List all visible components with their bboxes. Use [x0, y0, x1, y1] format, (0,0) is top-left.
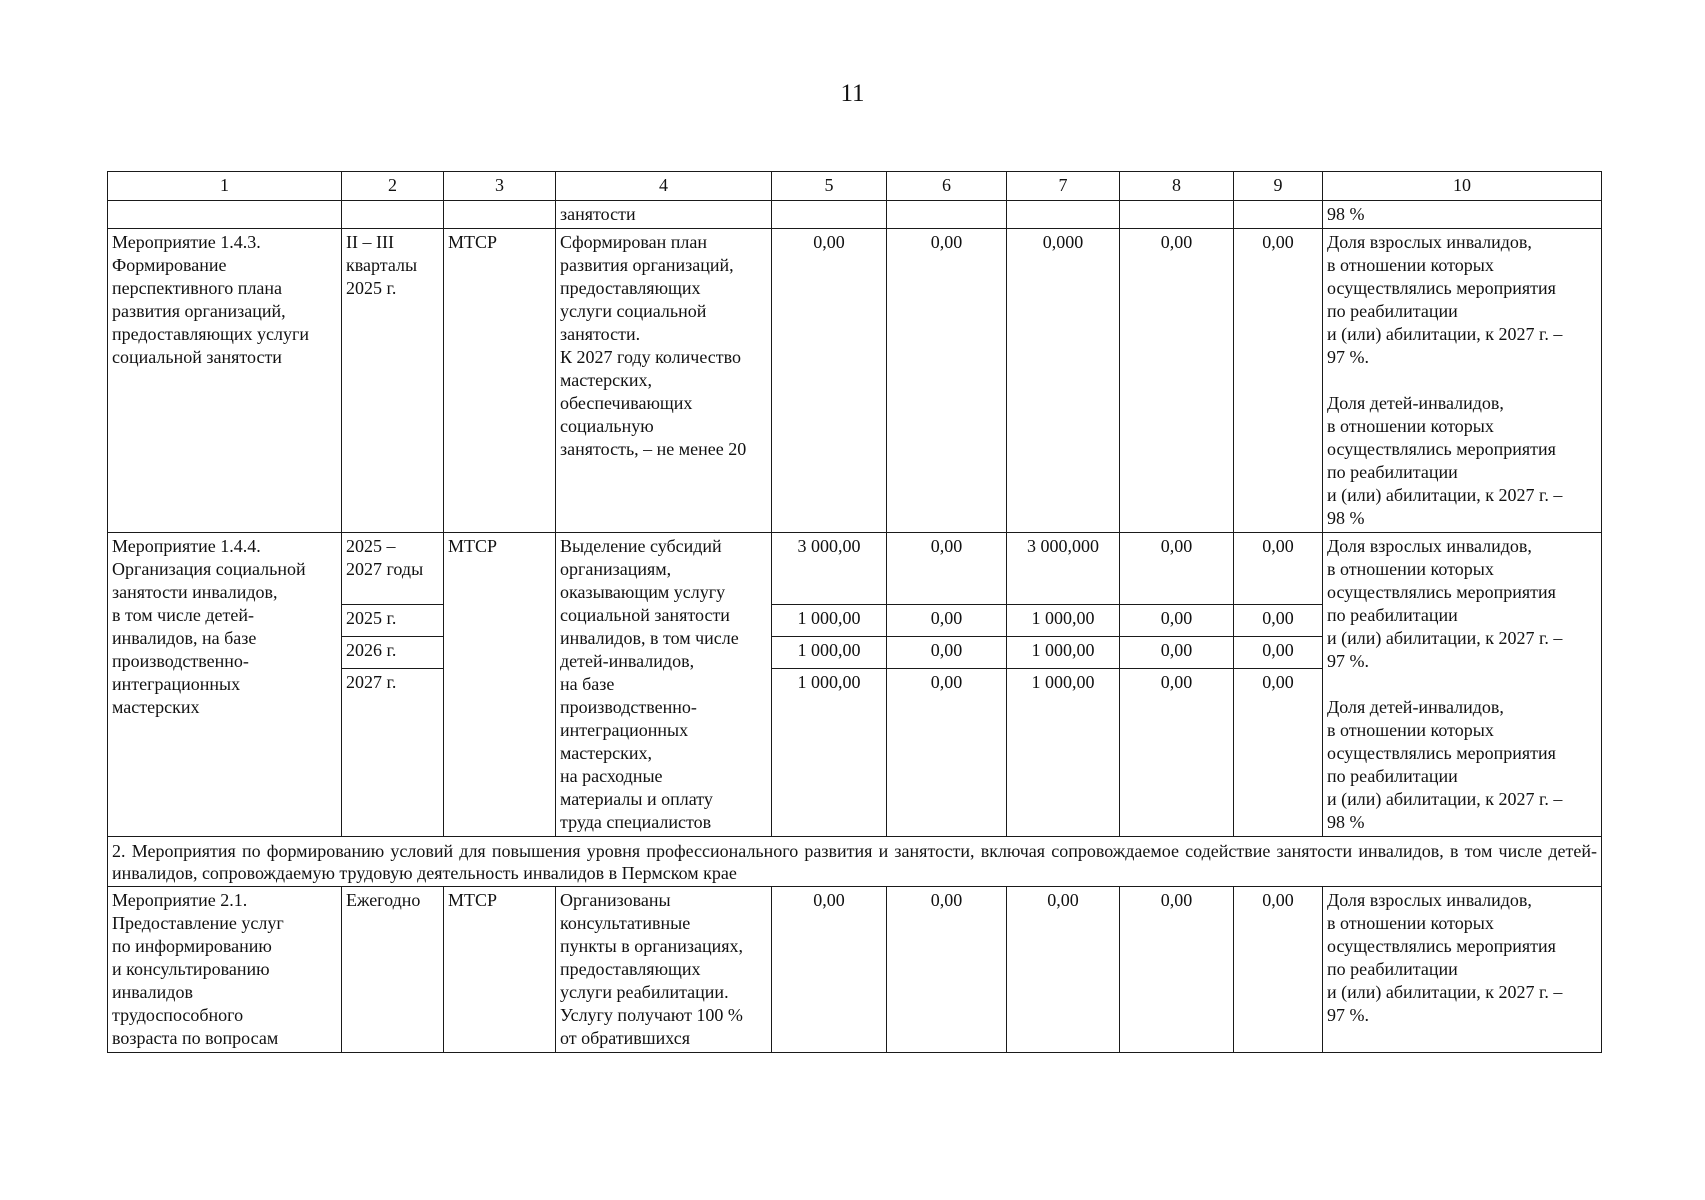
activity-name: Мероприятие 1.4.4. Организация социальной занятости инвалидов, в том числе детей- инвалидов, на базе производственно- интеграционных мастерских	[108, 533, 342, 837]
funding-value: 0,00	[1120, 229, 1234, 533]
page-number: 11	[840, 80, 865, 107]
funding-value: 0,00	[1234, 637, 1323, 669]
table-row-1-4-3	[108, 229, 1602, 533]
funding-value: 0,00	[772, 887, 887, 1053]
year-period: 2025 г.	[342, 605, 444, 637]
header-cell: 7	[1007, 172, 1120, 201]
header-row	[108, 172, 1602, 201]
funding-value: 0,00	[1007, 887, 1120, 1053]
continuation-indicator: 98 %	[1323, 201, 1602, 229]
funding-value: 0,00	[887, 669, 1007, 837]
funding-value: 1 000,00	[1007, 605, 1120, 637]
continuation-text: занятости	[556, 201, 772, 229]
table-row-1-4-4	[108, 533, 1602, 605]
section-heading: 2. Мероприятия по формированию условий для повышения уровня профессионального развития и занятости, включая сопровождаемое содействие занятости инвалидов, в том числе детей-инвалидов, сопровождаемую трудовую деятельность инвалидов в Пермском крае	[108, 837, 1602, 887]
funding-value: 1 000,00	[772, 637, 887, 669]
funding-value: 0,00	[1234, 605, 1323, 637]
year-period: 2027 г.	[342, 669, 444, 837]
activity-indicators: Доля взрослых инвалидов, в отношении которых осуществлялись мероприятия по реабилитации и (или) абилитации, к 2027 г. – 97 %. Доля детей-инвалидов, в отношении которых осуществлялись мероприятия по реабилитации и (или) абилитации, к 2027 г. – 98 %	[1323, 533, 1602, 837]
program-table	[107, 171, 1602, 1053]
funding-value: 0,00	[1120, 669, 1234, 837]
activity-period: 2025 – 2027 годы	[342, 533, 444, 605]
funding-value: 0,00	[887, 637, 1007, 669]
funding-value: 0,00	[887, 533, 1007, 605]
funding-value: 3 000,00	[772, 533, 887, 605]
funding-value: 0,00	[1120, 887, 1234, 1053]
continuation-row	[108, 201, 1602, 229]
funding-value: 0,00	[887, 229, 1007, 533]
table-row-2-1	[108, 887, 1602, 1053]
activity-indicators: Доля взрослых инвалидов, в отношении которых осуществлялись мероприятия по реабилитации и (или) абилитации, к 2027 г. – 97 %. Доля детей-инвалидов, в отношении которых осуществлялись мероприятия по реабилитации и (или) абилитации, к 2027 г. – 98 %	[1323, 229, 1602, 533]
header-cell: 8	[1120, 172, 1234, 201]
funding-value: 1 000,00	[772, 669, 887, 837]
funding-value: 0,00	[772, 229, 887, 533]
activity-name: Мероприятие 2.1. Предоставление услуг по информированию и консультированию инвалидов трудоспособного возраста по вопросам	[108, 887, 342, 1053]
activity-period: II – III кварталы 2025 г.	[342, 229, 444, 533]
header-cell: 9	[1234, 172, 1323, 201]
header-cell: 4	[556, 172, 772, 201]
header-cell: 1	[108, 172, 342, 201]
activity-result: Организованы консультативные пункты в организациях, предоставляющих услуги реабилитации. Услугу получают 100 % от обратившихся	[556, 887, 772, 1053]
header-cell: 10	[1323, 172, 1602, 201]
funding-value: 0,00	[1120, 605, 1234, 637]
funding-value: 1 000,00	[1007, 669, 1120, 837]
funding-value: 0,00	[887, 605, 1007, 637]
funding-value: 1 000,00	[772, 605, 887, 637]
activity-result: Сформирован план развития организаций, предоставляющих услуги социальной занятости. К 2027 году количество мастерских, обеспечивающих социальную занятость, – не менее 20	[556, 229, 772, 533]
activity-executor: МТСР	[444, 533, 556, 837]
funding-value: 0,00	[887, 887, 1007, 1053]
header-cell: 2	[342, 172, 444, 201]
header-cell: 5	[772, 172, 887, 201]
funding-value: 0,00	[1234, 887, 1323, 1053]
activity-result: Выделение субсидий организациям, оказывающим услугу социальной занятости инвалидов, в том числе детей-инвалидов, на базе производственно- интеграционных мастерских, на расходные материалы и оплату труда специалистов	[556, 533, 772, 837]
funding-value: 0,00	[1234, 669, 1323, 837]
funding-value: 0,000	[1007, 229, 1120, 533]
funding-value: 0,00	[1234, 229, 1323, 533]
activity-period: Ежегодно	[342, 887, 444, 1053]
section-2-row	[108, 837, 1602, 887]
header-cell: 3	[444, 172, 556, 201]
funding-value: 0,00	[1120, 533, 1234, 605]
year-period: 2026 г.	[342, 637, 444, 669]
header-cell: 6	[887, 172, 1007, 201]
funding-value: 0,00	[1234, 533, 1323, 605]
activity-executor: МТСР	[444, 229, 556, 533]
activity-name: Мероприятие 1.4.3. Формирование перспективного плана развития организаций, предоставляющих услуги социальной занятости	[108, 229, 342, 533]
funding-value: 1 000,00	[1007, 637, 1120, 669]
funding-value: 0,00	[1120, 637, 1234, 669]
activity-indicators: Доля взрослых инвалидов, в отношении которых осуществлялись мероприятия по реабилитации и (или) абилитации, к 2027 г. – 97 %.	[1323, 887, 1602, 1053]
activity-executor: МТСР	[444, 887, 556, 1053]
funding-value: 3 000,000	[1007, 533, 1120, 605]
